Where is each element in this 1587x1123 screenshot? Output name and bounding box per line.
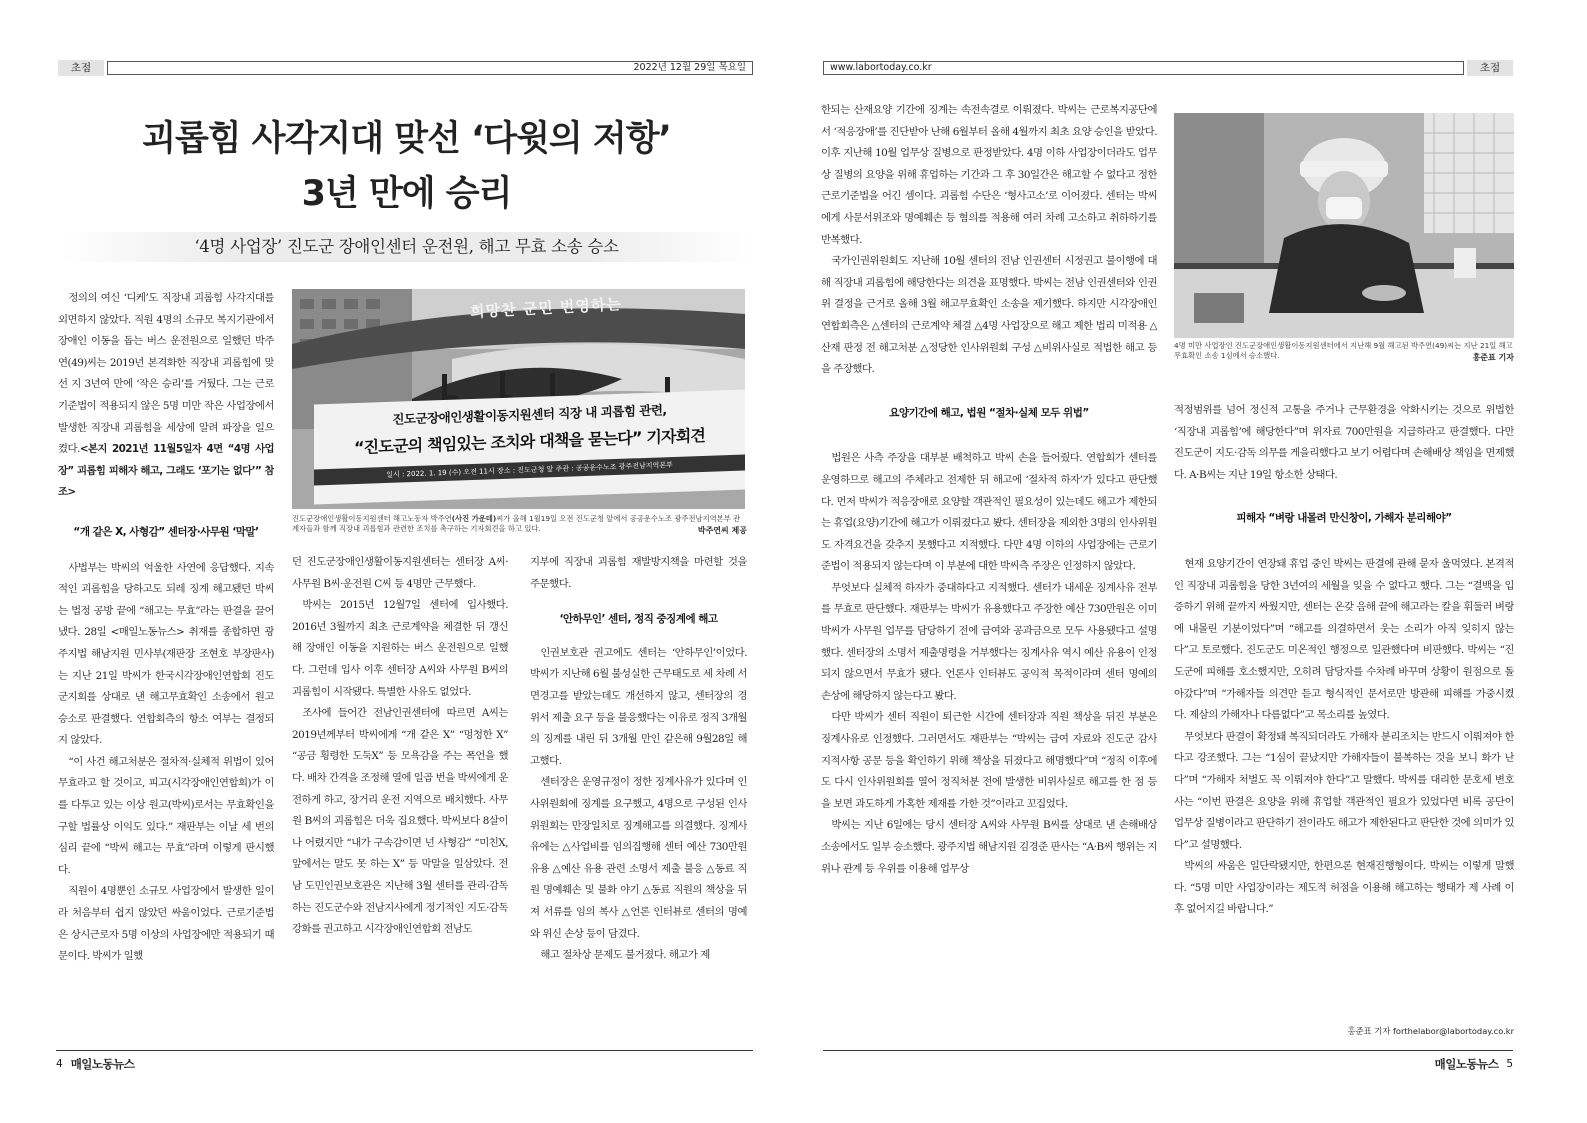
press-conference-photo [292, 289, 745, 509]
article-column-2 [292, 552, 508, 1044]
paragraph: “이 사건 해고처분은 절차적·실체적 위법이 있어 무효라고 할 것이고, 피고(시각장애인연합회)가 이를 다투고 있는 이상 원고(박씨)로서는 무효확인을 구할 법률상 이익도 있다.” 재판부는 이날 세 번의 심리 끝에 “박씨 해고는 무효”라며 이렇게 판시했다. [58, 755, 274, 876]
newspaper-logo: 매일노동뉴스 [1434, 1056, 1499, 1071]
newspaper-logo: 매일노동뉴스 [70, 1056, 135, 1071]
author-byline: 홍준표 기자 forthelabor@labortoday.co.kr [1347, 1026, 1514, 1036]
paragraph: 한되는 산재요양 기간에 징계는 속전속결로 이뤄졌다. 박씨는 근로복지공단에서 ‘적응장애’를 진단받아 난해 6월부터 올해 4월까지 최초 요양 승인을 받았다. 이후 지난해 10월 업무상 질병으로 판정받았다. 4명 이하 사업장이더라도 업무상 질병의 요양을 위해 휴업하는 기간과 그 후 30일간은 해고할 수 없다고 정한 근로기준법을 어긴 셈이다. 괴롭힘 수단은 ‘형사고소’로 이어졌다. 센터는 박씨에게 사문서위조와 명예훼손 등 혐의를 적용해 여러 차례 고소하고 취하하기를 반복했다. [821, 104, 1157, 246]
photo-credit: 박주연씨 제공 [697, 526, 747, 535]
section-tag: 초점 [58, 60, 104, 76]
paragraph: 현재 요양기간이 연장돼 휴업 중인 박씨는 판결에 관해 묻자 울먹였다. 본격적인 직장내 괴롭힘을 당한 3년여의 세월을 잊을 수 없다고 했다. 그는 “결백을 입증하기 위해 끝까지 싸웠지만, 센터는 온갖 음해 끝에 해고라는 칼을 휘둘러 벼랑에 내몰린 기분이었다”며 “해고를 의결하면서 웃는 소리가 아직 잊히지 않는다”고 토로했다. 진도군도 미온적인 행정으로 일관했다며 비판했다. 박씨는 “진도군에 피해를 호소했지만, 오히려 담당자를 수차례 바꾸며 상황이 원점으로 돌아갔다”며 “가해자들 의견만 듣고 형식적인 문서로만 방관해 피해를 가중시켰다. 제삼의 가해자나 다름없다”고 목소리를 높였다. [1174, 557, 1514, 722]
article-column-3 [530, 552, 747, 1044]
paragraph: 지부에 직장내 괴롭힘 재발방지책을 마련할 것을 주문했다. [530, 556, 747, 590]
crosshead-1: “개 같은 X, 사형감” 센터장·사무원 ‘막말’ [73, 525, 259, 538]
building-sign: 희망찬 군민 번영하는 [469, 295, 623, 321]
headline-line-2: 3년 만에 승리 [301, 174, 512, 214]
issue-date: 2022년 12월 29일 목요일 [107, 61, 753, 75]
banner [314, 389, 745, 504]
page-number: 4 [56, 1057, 63, 1070]
crosshead-3: 요양기간에 해고, 법원 “절차·실체 모두 위법” [889, 406, 1089, 419]
paragraph: 박씨의 싸움은 일단락됐지만, 한편으론 현재진행형이다. 박씨는 이렇게 말했다. “5명 미만 사업장이라는 제도적 허점을 이용해 해고하는 행태가 제 사례 이후 없어지길 바랍니다.” [1174, 860, 1514, 916]
right-footer [823, 1050, 1513, 1070]
intro-paragraph: 정의의 여신 ‘디케’도 직장내 괴롭힘 사각지대를 외면하지 않았다. 직원 4명의 소규모 복지기관에서 장애인 이동을 돕는 버스 운전원으로 일했던 박주연(49)씨는 2019년 본격화한 직장내 괴롭힘에 맞선 지 3년여 만에 ‘작은 승리’를 거뒀다. 그는 근로기준법이 적용되지 않은 5명 미만 작은 사업장에서 발생한 직장내 괴롭힘을 세상에 알려 파장을 일으켰다.<본지 2021년 11월5일자 4면 “4명 사업장” 괴롭힘 피해자 해고, 그래도 ‘포기는 없다’” 참조> [58, 292, 274, 499]
portrait-illustration [1174, 113, 1514, 338]
right-header [823, 60, 1513, 76]
headline [60, 112, 753, 222]
paragraph: 적정범위를 넘어 정신적 고통을 주거나 근무환경을 악화시키는 것으로 위법한 ‘직장내 괴롭힘’에 해당한다”며 위자료 700만원을 지급하라고 판결했다. 다만 진도군이 지도·감독 의무를 게을리했다고 보기 어렵다며 손해배상 책임을 면제했다. A·B씨는 지난 19일 항소한 상태다. [1174, 404, 1514, 481]
paragraph: 무엇보다 실체적 하자가 중대하다고 지적했다. 센터가 내세운 징계사유 전부를 무효로 판단했다. 재판부는 박씨가 유용했다고 주장한 예산 730만원은 이미 박씨가 사무원 업무를 담당하기 전에 급여와 공과금으로 모두 사용됐다고 설명했다. 센터장의 소명서 제출명령을 거부했다는 징계사유 역시 예산 유용이 인정되지 않으면서 무효가 됐다. 언론사 인터뷰도 공익적 목적이라며 센터 명예의 손상에 해당하지 않는다고 봤다. [821, 581, 1157, 702]
banner-info: 일시 : 2022. 1. 19 (수) 오전 11시 장소 : 진도군청 앞 주관 : 공공운수노조 광주전남지역본부 [314, 454, 745, 485]
headline-line-1: 괴롭힘 사각지대 맞선 ‘다윗의 저항’ [142, 119, 671, 159]
left-footer [56, 1050, 753, 1070]
paragraph: 던 진도군장애인생활이동지원센터는 센터장 A씨·사무원 B씨·운전원 C씨 등 4명만 근무했다. [292, 556, 508, 590]
banner-line-2: “진도군의 책임있는 조치와 대책을 묻는다” 기자회견 [353, 425, 706, 458]
article-column-5 [1174, 400, 1514, 1020]
paragraph: 해고 절차상 문제도 불거졌다. 해고가 제 [540, 949, 710, 962]
banner-line-1: 진도군장애인생활이동지원센터 직장 내 괴롭힘 관련, [392, 402, 667, 427]
paragraph: 직원이 4명뿐인 소규모 사업장에서 발생한 일이라 처음부터 쉽지 않았던 싸움이었다. 근로기준법은 상시근로자 5명 이상의 사업장에만 적용되기 때문이다. 박씨가 일했 [58, 885, 274, 963]
paragraph: 박씨는 2015년 12월7일 센터에 입사했다. 2016년 3월까지 최초 근로계약을 체결한 뒤 갱신해 장애인 이동을 지원하는 버스 운전원으로 일했다. 그런데 입사 이후 센터장 A씨와 사무원 B씨의 괴롭힘이 시작됐다. 특별한 사유도 없었다. [292, 599, 508, 698]
right-page [793, 0, 1587, 1123]
article-column-4 [821, 100, 1157, 1044]
section-tag: 초점 [1467, 60, 1513, 76]
paragraph: 법원은 사측 주장을 대부분 배척하고 박씨 손을 들어줬다. 연합회가 센터를 운영하므로 해고의 주체라고 전제한 뒤 해고에 ‘절차적 하자’가 있다고 판단했다. 먼저 박씨가 적응장애로 요양할 객관적인 필요성이 있는데도 해고가 제한되는 휴업(요양)기간에 해고가 이뤄졌다고 봤다. 센터장을 제외한 3명의 인사위원도 자격요건을 갖추지 못했다고 지적했다. 다만 4명 이하의 사업장에는 근로기준법이 적용되지 않는다며 이 부분에 대한 박씨측 주장은 인정하지 않았다. [821, 452, 1157, 573]
paragraph: 다만 박씨가 센터 직원이 퇴근한 시간에 센터장과 직원 책상을 뒤진 부분은 징계사유로 인정했다. 그러면서도 재판부는 “박씨는 급여 자료와 진도군 감사 지적사항 공문 등을 확인하기 위해 책상을 뒤졌다고 해명했다”며 “정직 이후에도 다시 인사위원회를 열어 정직처분 전에 발생한 비위사실로 해고를 한 점 등을 보면 과도하게 가혹한 제재를 가한 것”이라고 꼬집었다. [821, 711, 1157, 810]
paragraph: 국가인권위원회도 지난해 10월 센터의 전남 인권센터 시정권고 불이행에 대해 직장내 괴롭힘에 해당한다는 의견을 표명했다. 박씨는 전남 인권센터와 인권위 결정을 근거로 올해 3월 해고무효확인 소송을 제기했다. 하지만 시각장애인연합회측은 △센터의 근로계약 체결 △4명 사업장으로 해고 제한 법리 미적용 △산재 판정 전 해고처분 △정당한 인사위원회 구성 △비위사실로 적법한 해고 등을 주장했다. [821, 255, 1157, 376]
left-page [0, 0, 793, 1123]
paragraph: 사법부는 박씨의 억울한 사연에 응답했다. 지속적인 괴롭힘을 당하고도 되레 징계 해고됐던 박씨는 법정 공방 끝에 “해고는 무효”라는 판결을 끌어냈다. 28일 <매일노동뉴스> 취재를 종합하면 광주지법 해남지원 민사부(재판장 조현호 부장판사)는 지난 21일 박씨가 한국시각장애인연합회 진도군지회를 상대로 낸 해고무효확인 소송에서 원고 승소로 판결했다. 연합회측의 항소 여부는 결정되지 않았다. [58, 561, 274, 747]
paragraph: 박씨는 지난 6일에는 당시 센터장 A씨와 사무원 B씨를 상대로 낸 손해배상 소송에서도 일부 승소했다. 광주지법 해남지원 김경준 판사는 “A·B씨 행위는 지위나 관계 등 우위를 이용해 업무상 [821, 819, 1157, 875]
article-column-1 [58, 288, 274, 1044]
crosshead-4: 피해자 “벼랑 내몰려 만신창이, 가해자 분리해야” [1236, 512, 1452, 525]
crosshead-2: ‘안하무인’ 센터, 정직 중징계에 해고 [559, 613, 718, 626]
paragraph: 센터장은 운영규정이 정한 징계사유가 있다며 인사위원회에 징계를 요구했고, 4명으로 구성된 인사위원회는 만장일치로 징계해고를 의결했다. 징계사유에는 △사업비를 임의집행해 센터 예산 730만원 유용 △예산 유용 관련 소명서 제출 불응 △동료 직원 명예훼손 및 불화 야기 △동료 직원의 책상을 뒤져 서류를 임의 복사 △언론 인터뷰로 센터의 명예와 위신 손상 등이 담겼다. [530, 776, 747, 940]
paragraph: 인권보호관 권고에도 센터는 ‘안하무인’이었다. 박씨가 지난해 6월 불성실한 근무태도로 세 차례 서면경고를 받았는데도 개선하지 않고, 센터장의 경위서 제출 요구 등을 불응했다는 이유로 정직 3개월의 징계를 내린 뒤 3개월 만인 같은해 9월28일 해고했다. [530, 646, 747, 767]
paragraph: 조사에 들어간 전남인권센터에 따르면 A씨는 2019년께부터 박씨에게 “개 같은 X” “멍청한 X” “공금 횡령한 도둑X” 등 모욕감을 주는 폭언을 했다. 배차 간격을 조정해 열에 일곱 번을 박씨에게 운전하게 하고, 장거리 운전 지역으로 배치했다. 사무원 B씨의 괴롭힘은 더욱 집요했다. 박씨보다 8살이나 어렸지만 “내가 구속감이면 넌 사형감” “미친X, 앞에서는 말도 못 하는 X” 등 막말을 일삼았다. 전남 도민인권보호관은 지난해 3월 센터를 관리·감독하는 진도군수와 전남지사에게 정기적인 지도·감독 강화를 권고하고 시각장애인연합회 전남도 [292, 707, 508, 936]
photo-caption: 진도군장애인생활이동지원센터 해고노동자 박주연(사진 가운데)씨가 올해 1월19일 오전 진도군청 앞에서 공공운수노조 광주전남지역본부 관계자들과 함께 직장내 괴롭힘과 관련한 조치를 촉구하는 기자회견을 하고 있다. [292, 514, 741, 533]
paragraph: 무엇보다 판결이 확정돼 복직되더라도 가해자 분리조치는 반드시 이뤄져야 한다고 강조했다. 그는 “1심이 끝났지만 가해자들이 불복하는 것을 보니 화가 난다”며 “가해자 처벌도 꼭 이뤄져야 한다”고 말했다. 박씨를 대리한 문호세 변호사는 “이번 판결은 요양을 위해 휴업할 객관적인 필요가 있었다면 비록 공단이 업무상 질병이라고 판단하기 전이라도 해고가 제한된다고 판단한 것에 의미가 있다”고 설명했다. [1174, 730, 1514, 851]
left-header [58, 60, 753, 76]
portrait-caption: 4명 미만 사업장인 진도군장애인생활이동지원센터에서 지난해 9월 해고된 박주연(49)씨는 지난 21일 해고무효확인 소송 1심에서 승소했다. [1174, 341, 1513, 360]
subheadline: ‘4명 사업장’ 진도군 장애인센터 운전원, 해고 무효 소송 승소 [60, 232, 753, 262]
page-number: 5 [1506, 1057, 1513, 1070]
portrait-photo [1174, 113, 1514, 338]
site-url: www.labortoday.co.kr [823, 61, 1464, 75]
portrait-credit: 홍준표 기자 [1472, 353, 1514, 362]
